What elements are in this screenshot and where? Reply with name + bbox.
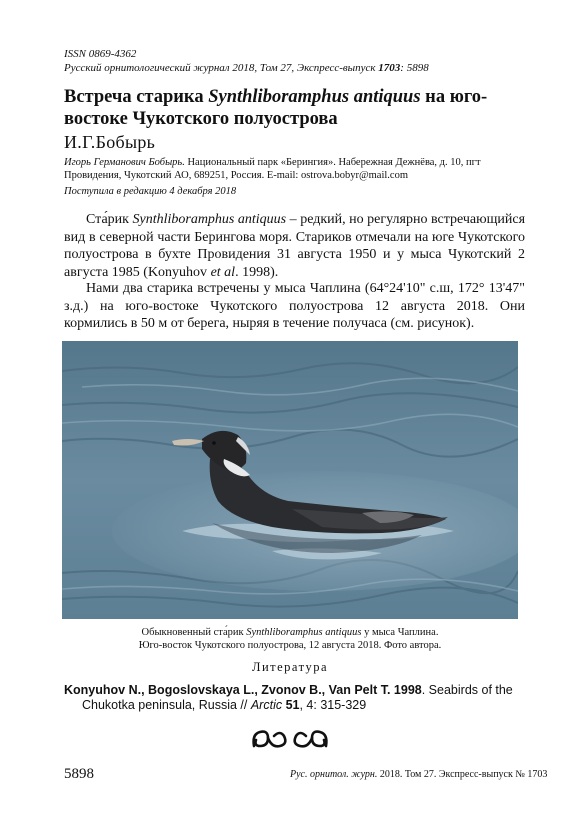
references-heading: Литература: [252, 660, 328, 674]
reference-title: . Seabirds of the Chukotka peninsula, Russia //: [82, 683, 513, 712]
author-name: И.Г.Бобырь: [64, 132, 156, 152]
footer-journal-issue: 2018. Том 27. Экспресс-выпуск № 1703: [377, 769, 548, 780]
caption-line-2: Юго-восток Чукотского полуострова, 12 августа 2018. Фото автора.: [138, 640, 442, 651]
reference-volume: 51: [282, 698, 300, 712]
title-text-1: Встреча старика: [64, 87, 209, 107]
caption-start: Обыкновенный ста́рик: [141, 627, 247, 638]
article-title: [64, 86, 534, 130]
author-affiliation: [64, 156, 524, 182]
p1-end: . 1998).: [235, 264, 279, 280]
page-number: 5898: [64, 766, 94, 782]
journal-name: Русский орнитологический журнал 2018, Том 27, Экспресс-выпуск: [64, 62, 379, 74]
affiliation-author: Игорь Германович Бобырь.: [64, 157, 185, 168]
p1-mid: – редкий, но регулярно встречающийся вид в северной части Берингова моря. Стариков отмечали на юге Чукотского полуострова в бухте Провидения 31 августа 1950 и у мыса Чукотский 2 августа 1985 (Konyuhov: [64, 212, 526, 280]
journal-line: [64, 61, 429, 75]
title-species: Synthliboramphus antiquus: [208, 87, 421, 107]
title-text-2: на юго-востоке Чукотского полуострова: [64, 87, 488, 129]
reference-pages: , 4: 315-329: [299, 698, 367, 712]
issn-line: ISSN 0869-4362: [64, 48, 137, 60]
reference-authors: Konyuhov N., Bogoslovskaya L., Zvonov B., Van Pelt T. 1998: [64, 683, 422, 697]
caption-end: у мыса Чаплина.: [361, 627, 439, 638]
photo-caption: [60, 626, 520, 652]
fleuron-icon: [248, 726, 332, 752]
body-paragraph-2: Нами два старика встречены у мыса Чаплина (64°24'10" с.ш, 172° 13'47" з.д.) на юго-востоке Чукотского полуострова 12 августа 2018. Они кормились в 50 м от берега, ныряя в течение получаса (см. рисунок).: [64, 281, 525, 331]
issue-number: 1703: [378, 62, 401, 74]
received-date: Поступила в редакцию 4 декабря 2018: [64, 186, 237, 197]
ancient-murrelet-photo-illustration: [62, 341, 518, 619]
reference-item: [64, 683, 544, 713]
p1-start: Ста́рик: [86, 212, 133, 227]
footer-journal: [290, 769, 548, 780]
affiliation-address: Национальный парк «Берингия». Набережная Дежнёва, д. 10, пгт Провидения, Чукотский АО, 689251, Россия. E-mail: ostrova.bobyr@mail.com: [64, 157, 481, 181]
p1-etal: et al: [210, 264, 236, 280]
reference-journal: Arctic: [250, 698, 283, 712]
p1-species: Synthliboramphus antiquus: [132, 212, 287, 227]
section-ornament: [0, 726, 580, 757]
caption-species: Synthliboramphus antiquus: [246, 627, 362, 638]
journal-pages: : 5898: [400, 62, 429, 74]
body-paragraph-1: [64, 211, 525, 281]
bird-photo: [62, 341, 518, 619]
footer-journal-abbr: Рус. орнитол. журн.: [290, 769, 378, 780]
